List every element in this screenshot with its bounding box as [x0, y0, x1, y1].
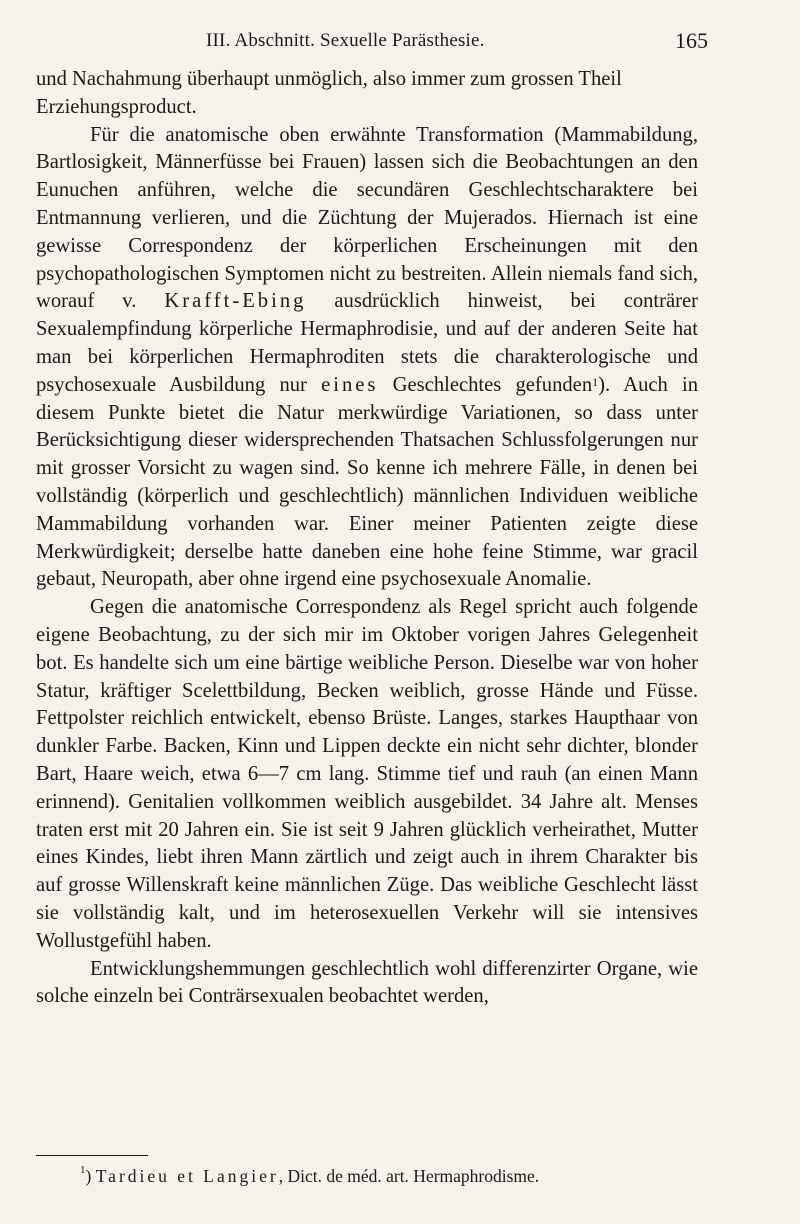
paragraph: Gegen die anatomische Correspondenz als Regel spricht auch folgende eigene Beobachtung, zu der sich mir im Oktober vorigen Jahres Gelegenheit bot. Es handelte sich um eine bärtige weibliche Person. Dieselbe war von hoher Statur, kräftiger Scelettbildung, Becken weiblich, grosse Hände und Füsse. Fettpolster reichlich entwickelt, ebenso Brüste. Langes, starkes Haupthaar von dunkler Farbe. Backen, Kinn und Lippen deckte ein nicht sehr dichter, blonder Bart, Haare weich, etwa 6—7 cm lang. Stimme tief und rauh (an einen Mann erinnend). Genitalien vollkommen weiblich ausgebildet. 34 Jahre alt. Menses traten erst mit 20 Jahren ein. Sie ist seit 9 Jahren glücklich verheirathet, Mutter eines Kindes, liebt ihren Mann zärtlich und zeigt auch in ihrem Charakter bis auf grosse Willenskraft keine männlichen Züge. Das weibliche Geschlecht lässt sie vollständig kalt, und im heterosexuellen Verkehr will sie intensives Wollustgefühl haben. — [36, 596, 698, 952]
footnote — [80, 1166, 700, 1187]
footnote-paren: ) — [85, 1166, 92, 1186]
paragraph: und Nachahmung überhaupt unmöglich, also immer zum grossen Theil Erziehungsproduct. — [36, 68, 622, 118]
emphasis-word: eines — [321, 373, 379, 396]
text-run: ausdrücklich hinweist, bei conträrer Sexualempfindung körperliche Hermaphrodisie, und auf der anderen Seite hat man bei körperlichen Hermaphroditen stets die charakterologische und psychosexuale Ausbildung nur — [36, 290, 699, 396]
author-name: Krafft-Ebing — [164, 290, 307, 313]
paragraph — [36, 122, 698, 595]
footnote-rule — [36, 1155, 148, 1156]
running-title: III. Abschnitt. Sexuelle Parästhesie. — [206, 30, 485, 51]
paragraph: Entwicklungshemmungen geschlechtlich wohl differenzirter Organe, wie solche einzeln bei Conträrsexualen beobachtet werden, — [36, 957, 698, 1008]
page-number: 165 — [675, 28, 708, 53]
body-text — [36, 66, 698, 1011]
footnote-mark: 1 — [80, 1164, 86, 1176]
text-run: ). Auch in diesem Punkte bietet die Natur merkwürdige Variationen, so dass unter Berücksichtigung dieser widersprechenden Thatsachen Schlussfolgerungen nur mit grosser Vorsicht zu wagen sind. So kenne ich mehrere Fälle, in denen bei vollständig (körperlich und geschlechtlich) männlichen Individuen weibliche Mammabildung vorhanden war. Einer meiner Patienten zeigte diese Merkwürdigkeit; derselbe hatte daneben eine hohe feine Stimme, war gracil gebaut, Neuropath, aber ohne irgend eine psychosexuale Anomalie. — [36, 373, 699, 591]
text-run: Für die anatomische oben erwähnte Transformation (Mammabildung, Bartlosigkeit, Männerfüsse bei Frauen) lassen sich die Beobachtungen an den Eunuchen anführen, welche die secundären Geschlechtscharaktere bei Entmannung verlieren, und die Züchtung der Mujerados. Hiernach ist eine gewisse Correspondenz der körperlichen Erscheinungen mit den psychopathologischen Symptomen nicht zu bestreiten. Allein niemals fand sich, worauf v. — [36, 123, 698, 313]
footnote-authors: Tardieu et Langier — [95, 1166, 279, 1186]
text-run: Geschlechtes gefunden — [378, 373, 593, 396]
footnote-text: , Dict. de méd. art. Hermaphrodisme. — [278, 1166, 540, 1186]
footnote-reference[interactable]: 1 — [592, 374, 599, 389]
running-header — [36, 30, 712, 58]
